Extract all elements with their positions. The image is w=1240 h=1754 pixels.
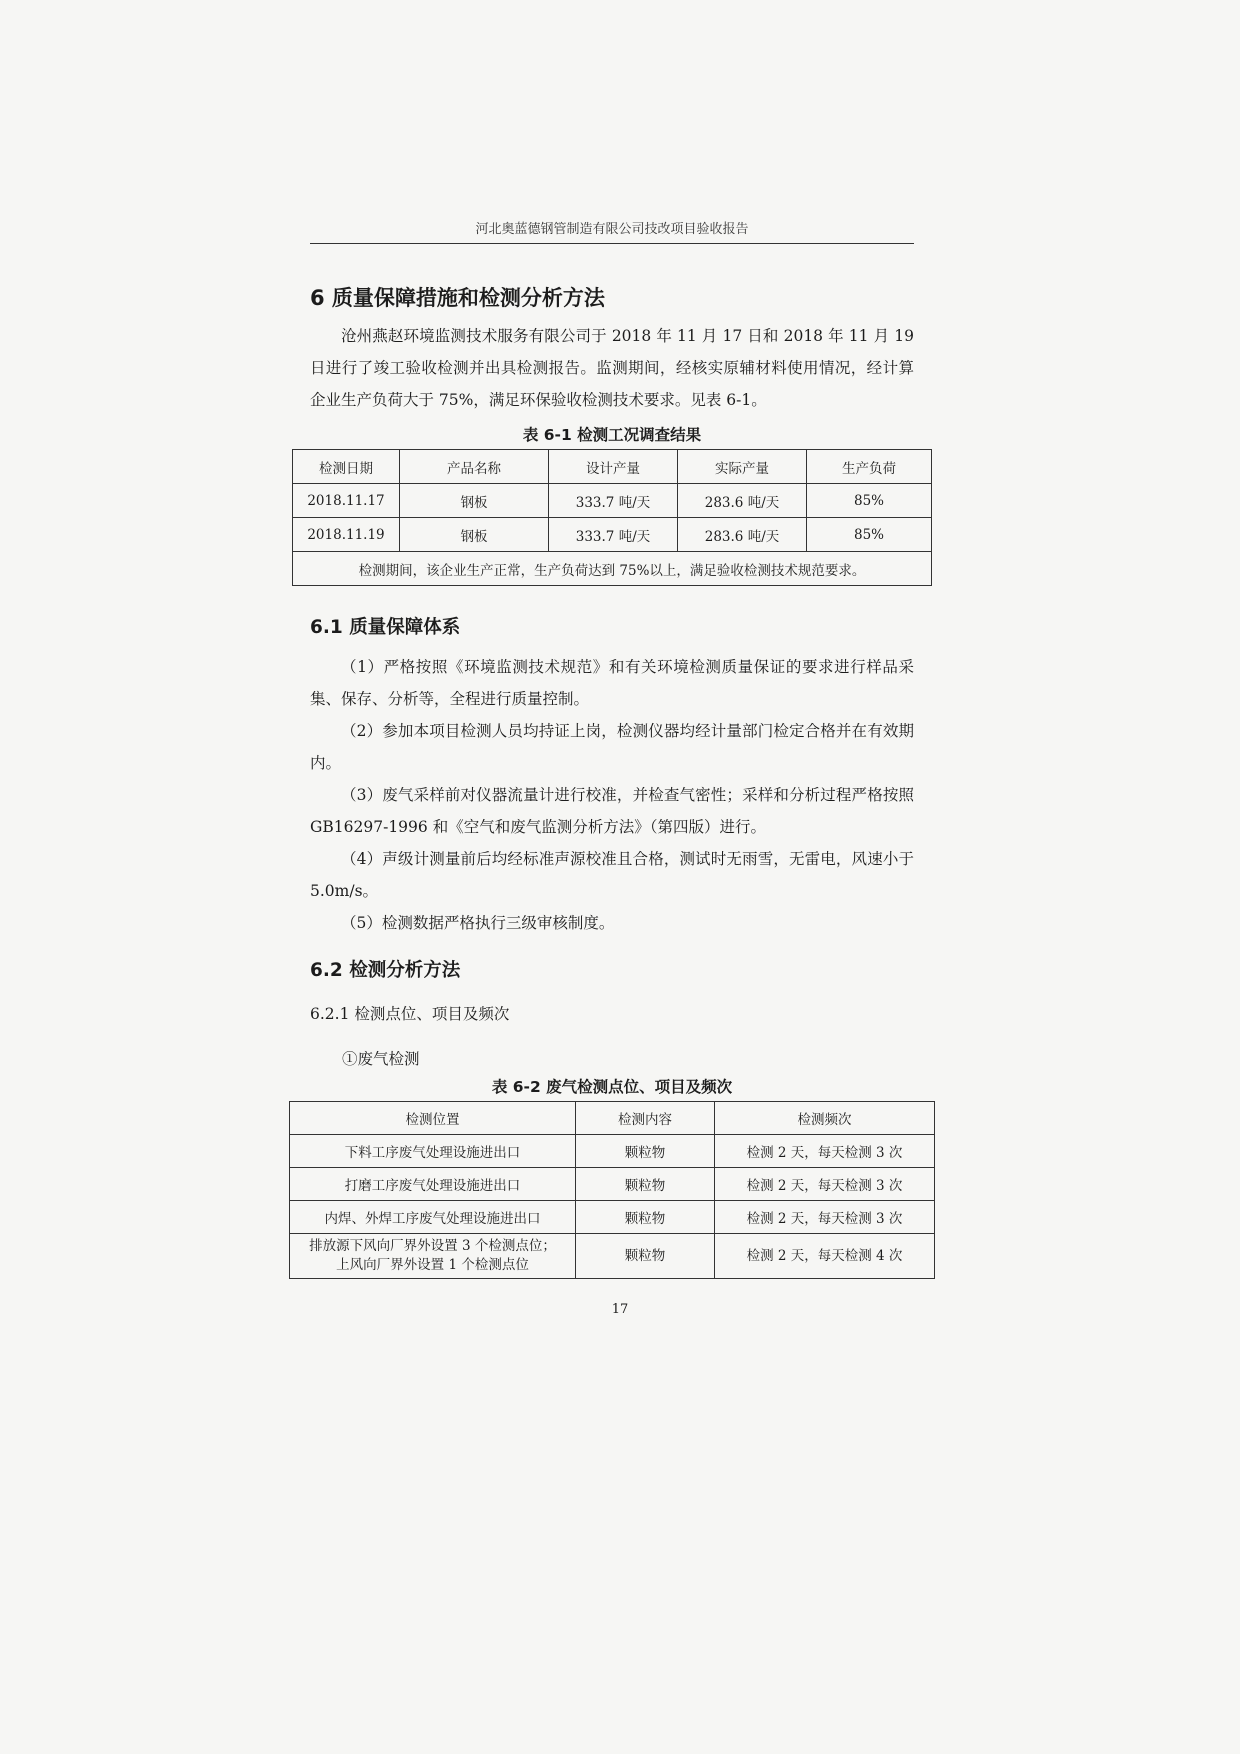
location-line: 上风向厂界外设置 1 个检测点位 [336, 1257, 529, 1273]
table-header-cell: 检测频次 [715, 1102, 935, 1135]
list-item: （5）检测数据严格执行三级审核制度。 [341, 914, 615, 932]
table-cell: 颗粒物 [576, 1234, 715, 1279]
section-6-title: 6 质量保障措施和检测分析方法 [310, 286, 605, 310]
table-cell: 2018.11.19 [293, 518, 400, 552]
table-cell [290, 1234, 576, 1279]
table-header-cell: 检测内容 [576, 1102, 715, 1135]
table-cell: 检测 2 天，每天检测 3 次 [715, 1135, 935, 1168]
section-6-intro: 沧州燕赵环境监测技术服务有限公司于 2018 年 11 月 17 日和 2018 年 11 月 19 日进行了竣工验收检测并出具检测报告。监测期间，经核实原辅材料使用情况，经计算企业生产负荷大于 75%，满足环保验收检测技术要求。见表 6-1。 [310, 327, 914, 409]
section-6-2-1-title: 6.2.1 检测点位、项目及频次 [310, 1005, 510, 1023]
table-header-cell: 检测位置 [290, 1102, 576, 1135]
section-6-2-title: 6.2 检测分析方法 [310, 960, 461, 981]
table-6-1 [292, 449, 932, 586]
table-cell: 颗粒物 [576, 1135, 715, 1168]
table-cell: 内焊、外焊工序废气处理设施进出口 [290, 1201, 576, 1234]
table-footer-note: 检测期间，该企业生产正常，生产负荷达到 75%以上，满足验收检测技术规范要求。 [293, 552, 932, 586]
table-header-cell: 实际产量 [678, 450, 807, 484]
table-header-cell: 产品名称 [400, 450, 549, 484]
page-number: 17 [611, 1302, 629, 1317]
table-cell: 打磨工序废气处理设施进出口 [290, 1168, 576, 1201]
list-item: （4）声级计测量前后均经标准声源校准且合格，测试时无雨雪，无雷电，风速小于 5.0m/s。 [310, 850, 914, 900]
table-cell: 283.6 吨/天 [678, 518, 807, 552]
table-cell: 检测 2 天，每天检测 3 次 [715, 1201, 935, 1234]
location-line: 排放源下风向厂界外设置 3 个检测点位； [309, 1238, 556, 1254]
table-row [293, 484, 932, 518]
table-row [290, 1234, 935, 1279]
table-header-row [293, 450, 932, 484]
table-header-row [290, 1102, 935, 1135]
table-cell: 钢板 [400, 484, 549, 518]
table-cell: 333.7 吨/天 [549, 484, 678, 518]
table-6-2 [289, 1101, 935, 1279]
table-header-cell: 设计产量 [549, 450, 678, 484]
table-cell: 下料工序废气处理设施进出口 [290, 1135, 576, 1168]
table-row [290, 1135, 935, 1168]
table-cell: 2018.11.17 [293, 484, 400, 518]
table-cell: 283.6 吨/天 [678, 484, 807, 518]
table-cell: 检测 2 天，每天检测 3 次 [715, 1168, 935, 1201]
table-6-2-caption: 表 6-2 废气检测点位、项目及频次 [491, 1078, 733, 1096]
table-header-cell: 生产负荷 [807, 450, 932, 484]
waste-gas-item: ①废气检测 [342, 1050, 420, 1068]
list-item: （3）废气采样前对仪器流量计进行校准，并检查气密性；采样和分析过程严格按照 GB16297-1996 和《空气和废气监测分析方法》（第四版）进行。 [310, 786, 914, 836]
table-row [290, 1201, 935, 1234]
section-6-1-title: 6.1 质量保障体系 [310, 617, 461, 638]
table-cell: 钢板 [400, 518, 549, 552]
table-cell: 85% [807, 518, 932, 552]
table-cell: 颗粒物 [576, 1201, 715, 1234]
running-header: 河北奥蓝德钢管制造有限公司技改项目验收报告 [310, 218, 914, 244]
table-6-1-caption: 表 6-1 检测工况调查结果 [522, 426, 702, 444]
table-cell: 检测 2 天，每天检测 4 次 [715, 1234, 935, 1279]
table-row [290, 1168, 935, 1201]
table-row [293, 518, 932, 552]
table-footer-row [293, 552, 932, 586]
table-cell: 85% [807, 484, 932, 518]
list-item: （2）参加本项目检测人员均持证上岗，检测仪器均经计量部门检定合格并在有效期内。 [310, 722, 914, 772]
list-item: （1）严格按照《环境监测技术规范》和有关环境检测质量保证的要求进行样品采集、保存、分析等，全程进行质量控制。 [310, 658, 914, 708]
table-cell: 333.7 吨/天 [549, 518, 678, 552]
table-header-cell: 检测日期 [293, 450, 400, 484]
table-cell: 颗粒物 [576, 1168, 715, 1201]
